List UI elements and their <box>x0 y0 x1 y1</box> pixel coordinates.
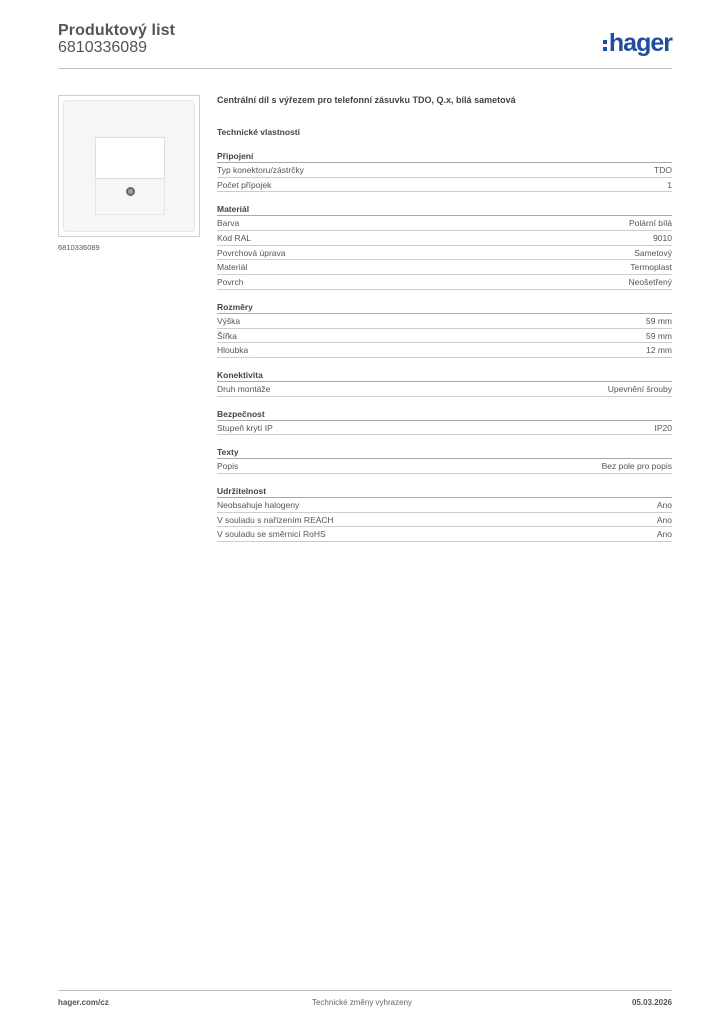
group-spacer <box>217 397 672 407</box>
spec-row <box>217 527 672 542</box>
section-title: Technické vlastnosti <box>217 127 300 137</box>
spec-row <box>217 216 672 231</box>
spec-row <box>217 314 672 329</box>
spec-value: 1 <box>667 179 672 190</box>
spec-group <box>217 202 672 289</box>
spec-row <box>217 163 672 178</box>
page-title: Produktový list <box>58 22 176 39</box>
spec-group <box>217 445 672 474</box>
spec-value: Ano <box>656 514 672 525</box>
spec-group-title: Konektivita <box>217 368 672 382</box>
spec-value: 9010 <box>653 233 672 244</box>
spec-group-title: Texty <box>217 445 672 459</box>
spec-value: Ano <box>656 529 672 540</box>
spec-group-title: Rozměry <box>217 300 672 314</box>
spec-row <box>217 343 672 358</box>
footer-divider <box>58 990 672 991</box>
spec-row <box>217 459 672 474</box>
product-image-caption: 6810336089 <box>58 243 100 252</box>
footer-note: Technické změny vyhrazeny <box>311 998 413 1007</box>
plate-lower-panel <box>95 179 165 215</box>
spec-label: Kód RAL <box>217 233 252 244</box>
screw-icon <box>126 187 135 196</box>
document-header <box>58 20 672 68</box>
spec-label: Druh montáže <box>217 383 271 394</box>
header-divider <box>58 68 672 69</box>
group-spacer <box>217 358 672 368</box>
footer-date: 05.03.2026 <box>631 998 672 1007</box>
spec-value: 59 mm <box>646 315 672 326</box>
spec-row <box>217 329 672 344</box>
cover-plate-icon <box>63 100 195 232</box>
logo-dots-icon <box>603 40 607 51</box>
plate-window <box>95 137 165 179</box>
spec-value: Termoplast <box>630 262 672 273</box>
spec-groups <box>217 149 672 542</box>
spec-value: 59 mm <box>646 330 672 341</box>
group-spacer <box>217 192 672 202</box>
spec-value: Ano <box>656 499 672 510</box>
group-spacer <box>217 435 672 445</box>
spec-row <box>217 513 672 528</box>
spec-row <box>217 275 672 290</box>
spec-group <box>217 484 672 542</box>
group-spacer <box>217 290 672 300</box>
spec-label: Neobsahuje halogeny <box>217 499 300 510</box>
spec-label: Popis <box>217 461 239 472</box>
spec-group <box>217 149 672 192</box>
spec-label: V souladu se směrnicí RoHS <box>217 529 326 540</box>
spec-label: Typ konektoru/zástrčky <box>217 165 304 175</box>
spec-group-title: Bezpečnost <box>217 407 672 421</box>
spec-group <box>217 368 672 397</box>
spec-group-title: Udržitelnost <box>217 484 672 498</box>
spec-row <box>217 231 672 246</box>
spec-label: Barva <box>217 218 240 229</box>
spec-group-title: Materiál <box>217 202 672 216</box>
spec-value: Neošetřený <box>628 277 672 288</box>
spec-group-title: Připojení <box>217 149 672 163</box>
spec-label: Hloubka <box>217 345 249 356</box>
product-image <box>58 95 200 237</box>
spec-label: Povrchová úprava <box>217 247 286 258</box>
logo-text: hager <box>608 28 672 57</box>
spec-label: Počet přípojek <box>217 179 272 190</box>
spec-value: 12 mm <box>646 345 672 356</box>
spec-label: Materiál <box>217 262 248 273</box>
article-number: 6810336089 <box>58 39 147 56</box>
spec-label: V souladu s nařízením REACH <box>217 514 334 525</box>
spec-value: Polární bílá <box>629 218 672 229</box>
spec-row <box>217 382 672 397</box>
spec-label: Výška <box>217 315 241 326</box>
spec-label: Povrch <box>217 277 244 288</box>
spec-value: Upevnění šrouby <box>607 383 672 394</box>
spec-row <box>217 260 672 275</box>
spec-value: TDO <box>654 165 672 175</box>
spec-value: IP20 <box>654 422 672 433</box>
product-name: Centrální díl s výřezem pro telefonní zásuvku TDO, Q.x, bílá sametová <box>217 95 516 105</box>
spec-label: Šířka <box>217 330 237 341</box>
spec-value: Bez pole pro popis <box>601 461 672 472</box>
hager-logo <box>603 28 672 58</box>
spec-group <box>217 407 672 436</box>
spec-label: Stupeň krytí IP <box>217 422 273 433</box>
footer-website[interactable]: hager.com/cz <box>58 998 109 1007</box>
spec-row <box>217 246 672 261</box>
spec-row <box>217 421 672 436</box>
spec-value: Sametový <box>634 247 672 258</box>
spec-row <box>217 498 672 513</box>
spec-group <box>217 300 672 358</box>
spec-content <box>217 93 672 542</box>
spec-row <box>217 178 672 193</box>
group-spacer <box>217 474 672 484</box>
